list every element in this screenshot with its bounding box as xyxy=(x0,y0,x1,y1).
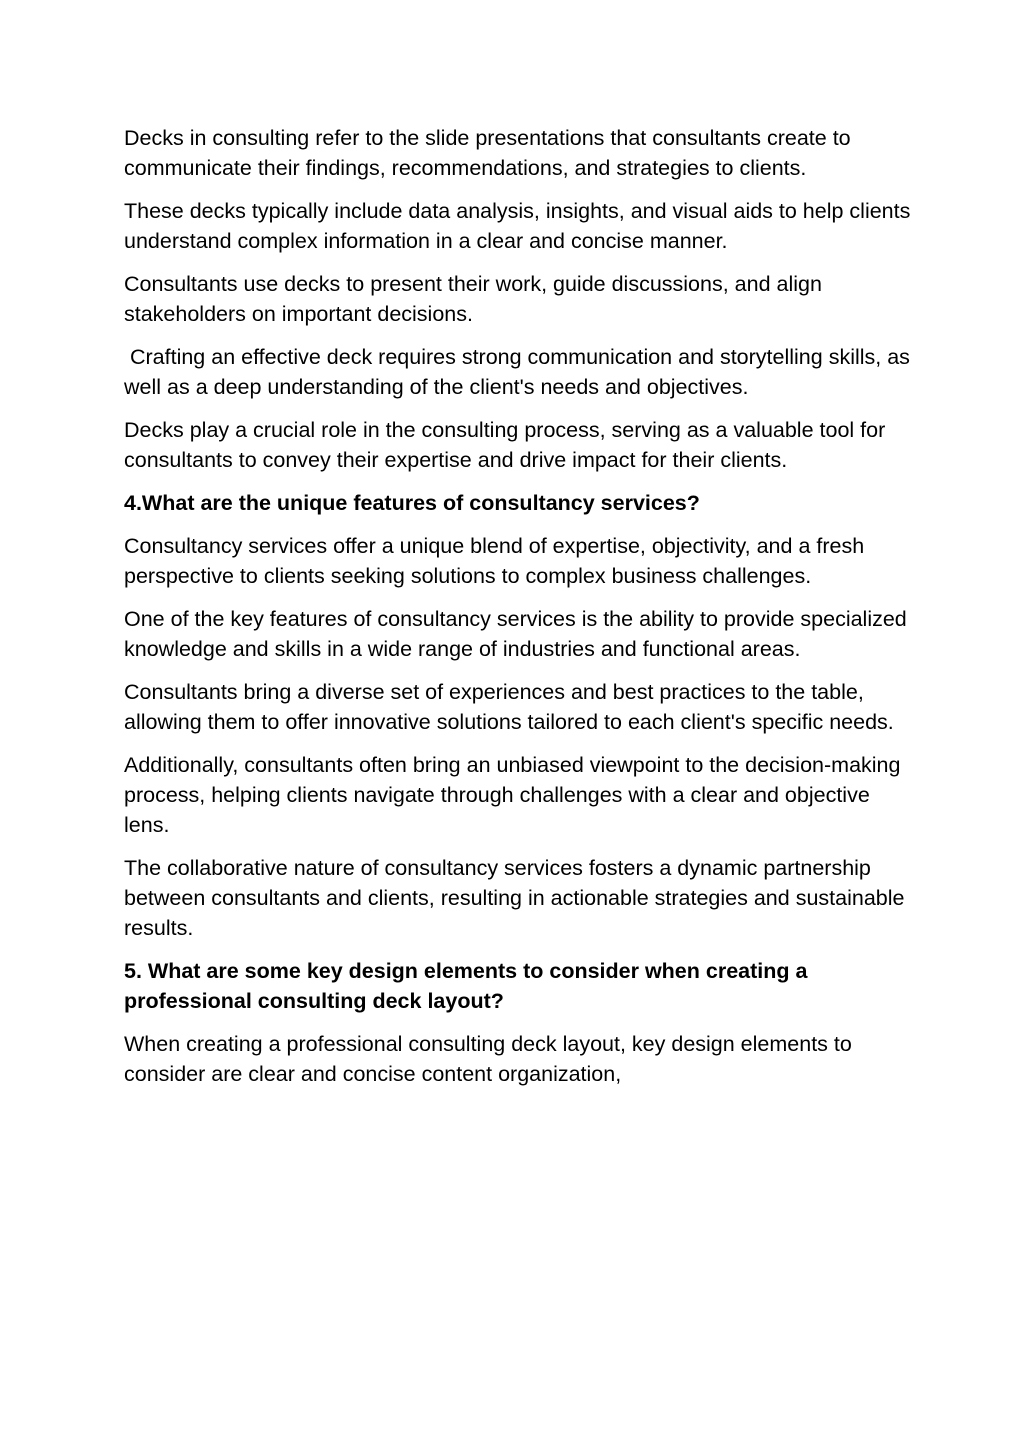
paragraph-design-elements: When creating a professional consulting deck layout, key design elements to consider are clear and concise content organization, xyxy=(124,1032,858,1086)
heading-question-4: 4.What are the unique features of consultancy services? xyxy=(124,491,700,515)
paragraph-deck-crafting: Crafting an effective deck requires strong communication and storytelling skills, as well as a deep understanding of the client's needs and objectives. xyxy=(124,345,916,399)
heading-question-5: 5. What are some key design elements to consider when creating a professional consulting deck layout? xyxy=(124,959,808,1013)
paragraph-consultancy-knowledge: One of the key features of consultancy services is the ability to provide specialized knowledge and skills in a wide range of industries and functional areas. xyxy=(124,607,913,661)
paragraph-consultancy-blend: Consultancy services offer a unique blend of expertise, objectivity, and a fresh perspective to clients seeking solutions to complex business challenges. xyxy=(124,534,871,588)
paragraph-decks-usage: Consultants use decks to present their work, guide discussions, and align stakeholders on important decisions. xyxy=(124,272,828,326)
paragraph-decks-definition: Decks in consulting refer to the slide presentations that consultants create to communicate their findings, recommendations, and strategies to clients. xyxy=(124,126,857,180)
paragraph-consultancy-experience: Consultants bring a diverse set of experiences and best practices to the table, allowing them to offer innovative solutions tailored to each client's specific needs. xyxy=(124,680,894,734)
document-page xyxy=(124,123,917,1102)
paragraph-deck-role: Decks play a crucial role in the consulting process, serving as a valuable tool for consultants to convey their expertise and drive impact for their clients. xyxy=(124,418,892,472)
paragraph-consultancy-viewpoint: Additionally, consultants often bring an unbiased viewpoint to the decision-making process, helping clients navigate through challenges with a clear and objective lens. xyxy=(124,753,907,837)
paragraph-decks-contents: These decks typically include data analysis, insights, and visual aids to help clients understand complex information in a clear and concise manner. xyxy=(124,199,917,253)
paragraph-consultancy-collaboration: The collaborative nature of consultancy services fosters a dynamic partnership between consultants and clients, resulting in actionable strategies and sustainable results. xyxy=(124,856,911,940)
